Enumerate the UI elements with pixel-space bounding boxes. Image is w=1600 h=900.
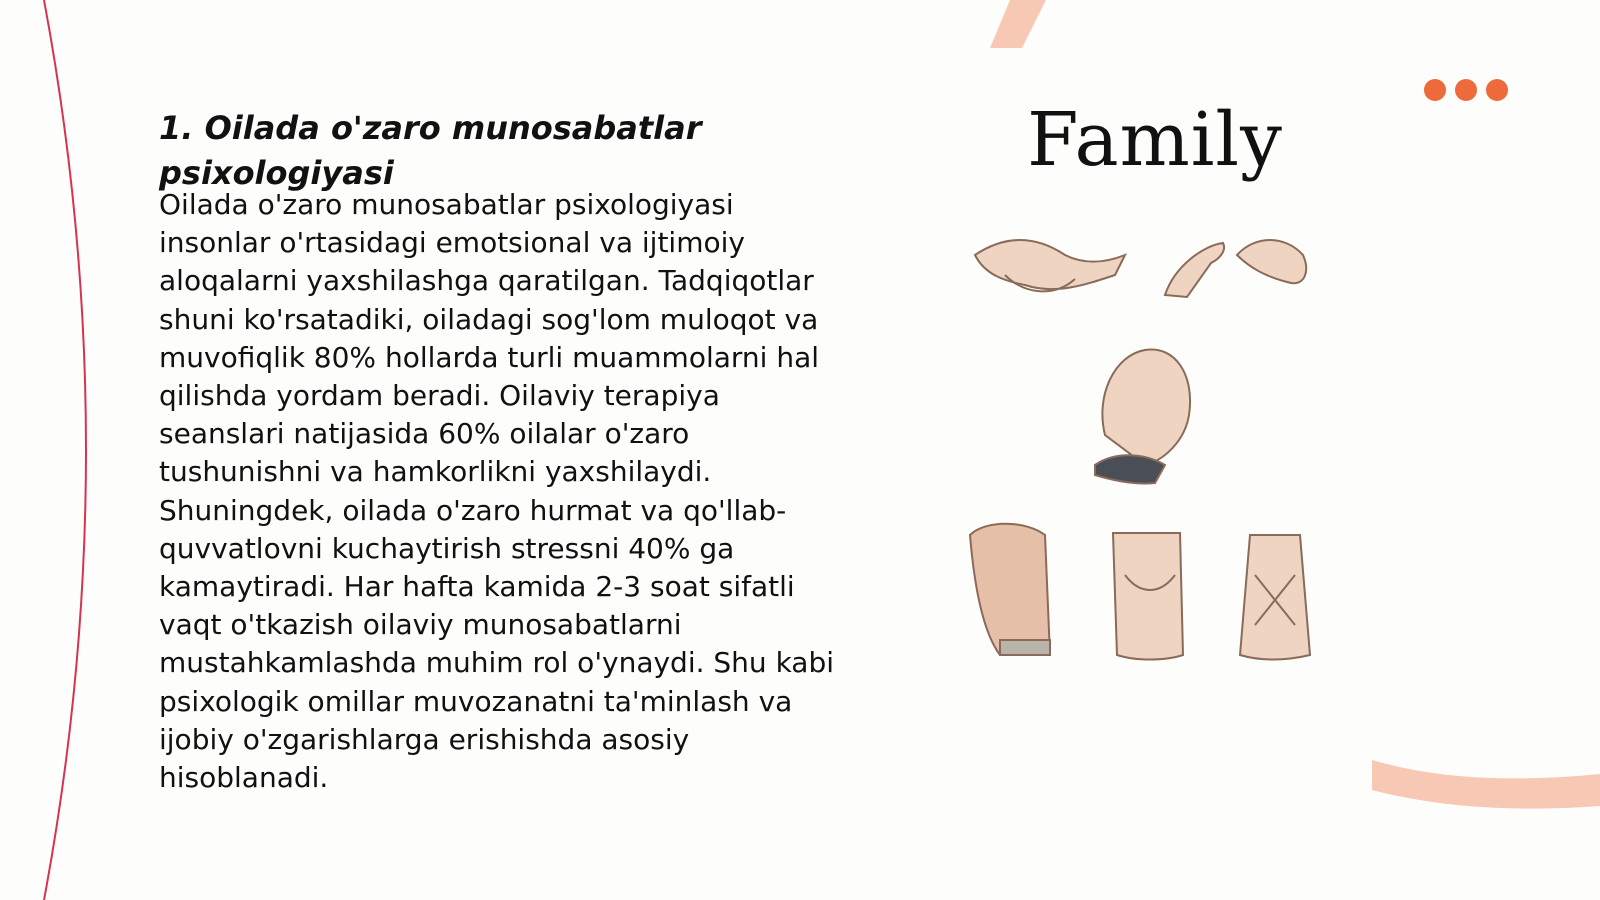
- joined-hands-icon: [1113, 533, 1183, 660]
- clasped-hands-icon: [970, 524, 1050, 655]
- bottom-peach-arc: [1372, 760, 1600, 809]
- top-peach-shape: [990, 0, 1046, 48]
- pinching-hands-icon: [1165, 240, 1306, 297]
- handshake-icon: [975, 240, 1125, 291]
- dot-icon: [1424, 79, 1446, 101]
- slide-title: 1. Oilada o'zaro munosabatlar psixologiyasi: [159, 109, 702, 192]
- family-illustration: [965, 85, 1345, 685]
- dot-icon: [1455, 79, 1477, 101]
- interlaced-hands-icon: [1240, 535, 1310, 660]
- slide-body-text: Oilada o'zaro munosabatlar psixologiyasi insonlar o'rtasidagi emotsional va ijtimoiy aloqalarni yaxshilashga qaratilgan. Tadqiqotlar shuni ko'rsatadiki, oiladagi sog'lom muloqot va muvofiqlik 80% hollarda turli muammolarni hal qilishda yordam beradi. Oilaviy terapiya seanslari natijasida 60% oilalar o'zaro tushunishni va hamkorlikni yaxshilaydi. Shuningdek, oilada o'zaro hurmat va qo'llab-quvvatlovni kuchaytirish stressni 40% ga kamaytiradi. Har hafta kamida 2-3 soat sifatli vaqt o'tkazish oilaviy munosabatlarni mustahkamlashda muhim rol o'ynaydi. Shu kabi psixologik omillar muvozanatni ta'minlash va ijobiy o'zgarishlarga erishishda asosiy hisoblanadi.: [159, 188, 835, 795]
- family-hands-icon: [965, 215, 1345, 685]
- dot-icon: [1486, 79, 1508, 101]
- holding-hands-icon: [1095, 349, 1190, 483]
- illustration-title: Family: [1027, 97, 1283, 183]
- left-curve-line: [44, 0, 86, 900]
- three-dots-icon[interactable]: [1424, 79, 1514, 103]
